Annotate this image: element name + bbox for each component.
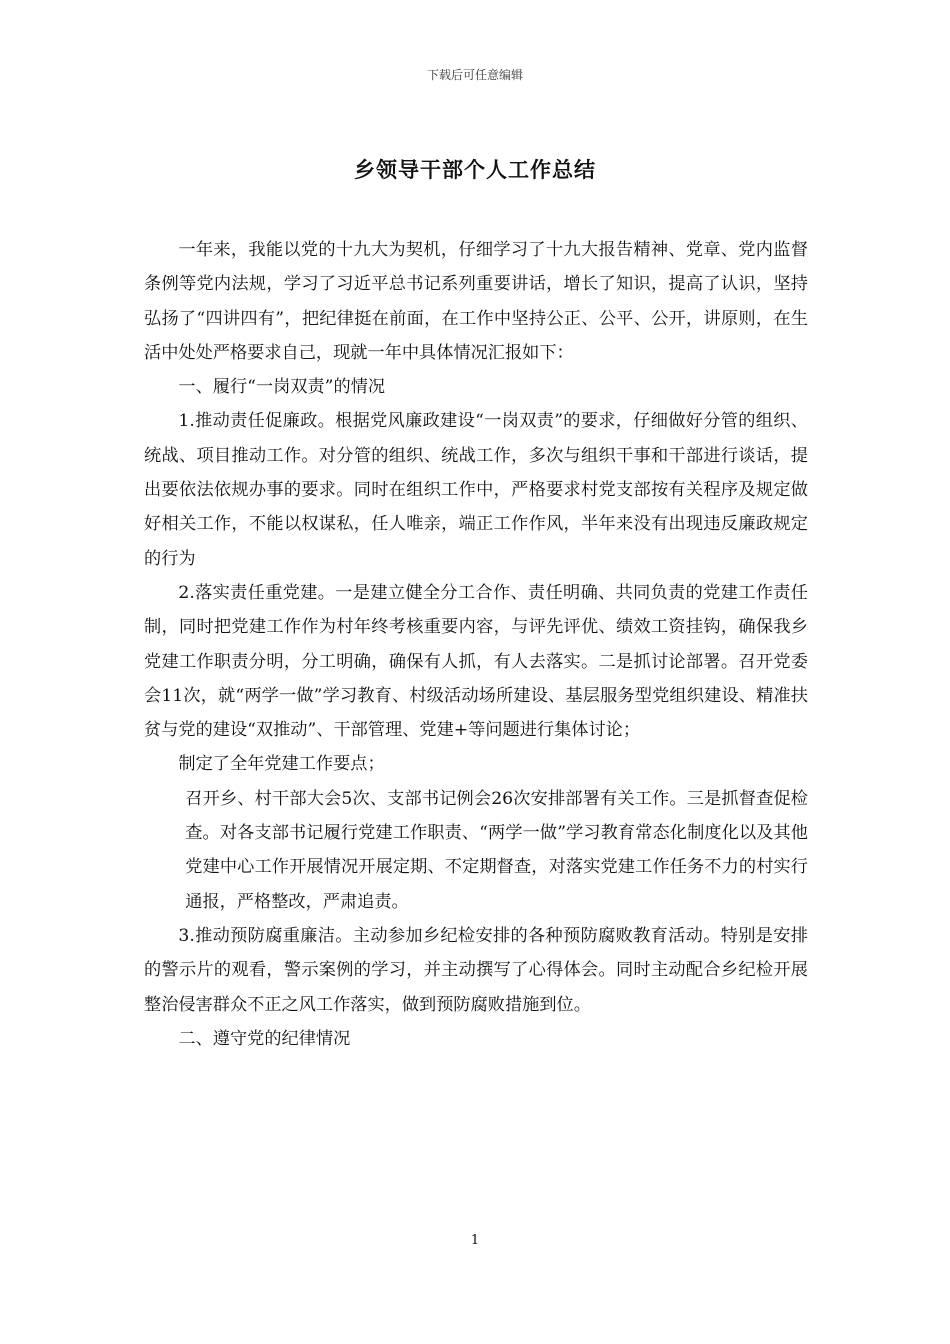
paragraph-item-1: 1.推动责任促廉政。根据党风廉政建设“一岗双责”的要求，仔细做好分管的组织、统战、项目推动工作。对分管的组织、统战工作，多次与组织干事和干部进行谈话，提出要依法依规办事的要求。同时在组织工作中，严格要求村党支部按有关程序及规定做好相关工作，不能以权谋私，任人唯亲，端正工作作风，半年来没有出现违反廉政规定的行为	[144, 411, 808, 569]
section-heading-1: 一、履行“一岗双责”的情况	[178, 377, 386, 398]
document-title: 乡领导干部个人工作总结	[354, 158, 596, 182]
paragraph-plan: 制定了全年党建工作要点；	[178, 754, 385, 775]
paragraph-item-3: 3.推动预防腐重廉洁。主动参加乡纪检安排的各种预防腐败教育活动。特别是安排的警示片的观看，警示案例的学习，并主动撰写了心得体会。同时主动配合乡纪检开展整治侵害群众不正之风工作落实，做到预防腐败措施到位。	[144, 925, 808, 1015]
section-heading-2: 二、遵守党的纪律情况	[178, 1028, 351, 1049]
document-body	[144, 233, 808, 1056]
paragraph-intro: 一年来，我能以党的十九大为契机，仔细学习了十九大报告精神、党章、党内监督条例等党内法规，学习了习近平总书记系列重要讲话，增长了知识，提高了认识，坚持弘扬了“四讲四有”，把纪律挺在前面，在工作中坚持公正、公平、公开，讲原则，在生活中处处严格要求自己，现就一年中具体情况汇报如下：	[144, 240, 808, 363]
page-header-note: 下载后可任意编辑	[426, 68, 523, 82]
paragraph-item-2: 2.落实责任重党建。一是建立健全分工合作、责任明确、共同负责的党建工作责任制，同时把党建工作作为村年终考核重要内容，与评先评优、绩效工资挂钩，确保我乡党建工作职责分明，分工明确，确保有人抓，有人去落实。二是抓讨论部署。召开党委会11次，就“两学一做”学习教育、村级活动场所建设、基层服务型党组织建设、精准扶贫与党的建设“双推动”、干部管理、党建+等问题进行集体讨论；	[144, 582, 808, 741]
paragraph-meetings: 召开乡、村干部大会5次、支部书记例会26次安排部署有关工作。三是抓督查促检查。对各支部书记履行党建工作职责、“两学一做”学习教育常态化制度化以及其他党建中心工作开展情况开展定期、不定期督查，对落实党建工作任务不力的村实行通报，严格整改，严肃追责。	[185, 788, 808, 912]
page-number: 1	[470, 1233, 480, 1248]
